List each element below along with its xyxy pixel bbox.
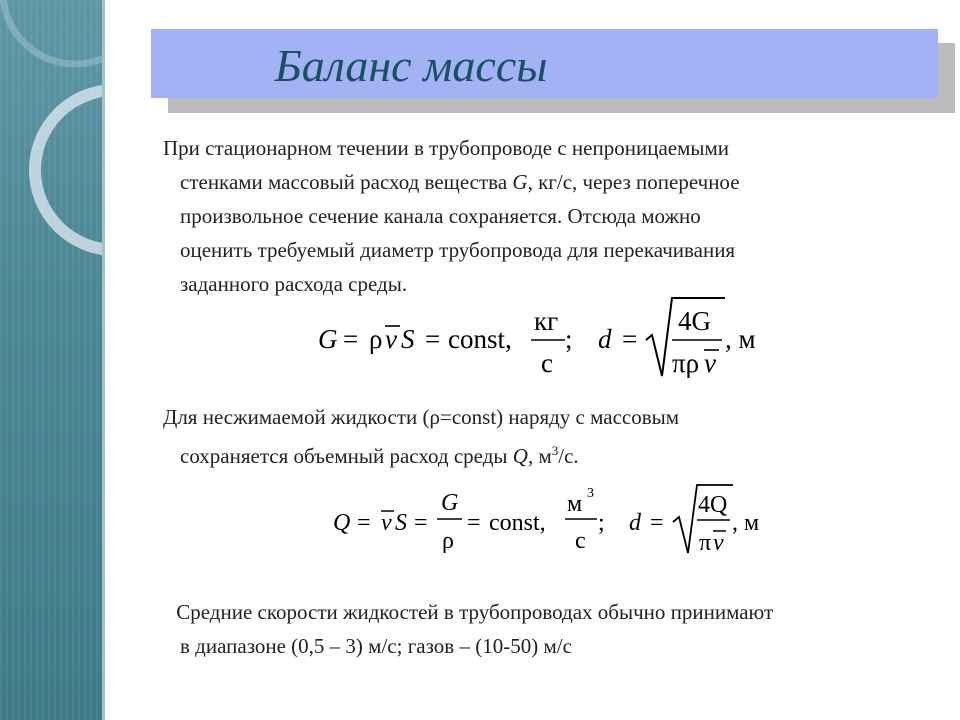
f1-s: S (401, 324, 415, 354)
decorative-sidebar (0, 0, 105, 720)
f2-eq4: = (650, 510, 664, 536)
f2-unit-tail: , м (732, 510, 760, 536)
f2-const: const, (489, 510, 546, 536)
f1-unit-num: кг (534, 306, 559, 336)
f1-root-den-v: v (704, 348, 716, 378)
f1-d: d (598, 324, 612, 354)
p1-line1: При стационарном течении в трубопроводе с непроницаемыми (163, 136, 730, 160)
f2-sqrt-sign (673, 485, 733, 553)
f1-g: G (318, 324, 338, 354)
p3-line2: в диапазоне (0,5 – 3) м/с; газов – (10-50) м/с (180, 634, 572, 658)
f1-rho: ρ (369, 324, 383, 354)
p2-line2-a: сохраняется объемный расход среды (180, 444, 513, 468)
paragraph-mass-balance (163, 131, 923, 301)
f2-d: d (629, 510, 641, 536)
paragraph-incompressible (163, 400, 923, 473)
p2-sup-3: 3 (551, 443, 559, 458)
p1-line2-b: , кг/с, через поперечное (527, 170, 740, 194)
f2-q: Q (333, 510, 351, 536)
p1-line3: произвольное сечение канала сохраняется. Отсюда можно (180, 204, 701, 228)
f2-frac-den: ρ (442, 528, 454, 554)
p3-line1: Средние скорости жидкостей в трубопроводах обычно принимают (171, 600, 774, 624)
f2-unit-den: с (575, 528, 586, 554)
p1-var-g: G (512, 170, 528, 194)
f2-unit-sup: 3 (587, 486, 594, 501)
p2-line2-c: /с. (558, 444, 579, 468)
f2-eq3: = (467, 510, 481, 536)
slide-title: Баланс массы (274, 40, 548, 91)
p2-line2 (163, 434, 923, 473)
ring-large (35, 90, 105, 250)
sidebar-rings (0, 0, 105, 720)
f2-root-den-v: v (713, 530, 724, 556)
p1-line2 (163, 165, 923, 199)
ring-top (3, 0, 105, 64)
p2-line2-b: , м (527, 444, 552, 468)
p1-line2-a: стенками массовый расход вещества (180, 170, 513, 194)
f1-semi: ; (565, 324, 573, 354)
f1-root-num: 4G (678, 306, 711, 336)
f1-unit-den: с (541, 348, 553, 378)
p1-line4: оценить требуемый диаметр трубопровода для перекачивания (180, 238, 736, 262)
f1-eq1: = (343, 324, 359, 354)
f1-sqrt-sign (646, 298, 725, 376)
f2-semi: ; (598, 510, 605, 536)
paragraph-velocities (171, 595, 941, 663)
f2-frac-num: G (441, 490, 459, 516)
f1-const: const, (448, 324, 512, 354)
f1-unit-tail: , м (725, 324, 756, 354)
sidebar-edge (102, 0, 105, 720)
f2-root-den-pi: π (699, 530, 712, 556)
f1-root-den-pi-rho: πρ (672, 348, 700, 378)
p1-line5: заданного расхода среды. (180, 272, 408, 296)
f2-eq2: = (414, 510, 428, 536)
f1-eq2: = (425, 324, 441, 354)
f2-unit-num: м (567, 491, 583, 517)
p2-var-q: Q (512, 444, 528, 468)
f2-eq1: = (357, 510, 371, 536)
p2-line1: Для несжимаемой жидкости (ρ=const) наряду с массовым (163, 405, 680, 429)
f2-root-num: 4Q (698, 492, 728, 518)
f1-eq3: = (622, 324, 638, 354)
f1-v: v (385, 324, 397, 354)
f2-s: S (395, 510, 407, 536)
f2-v: v (381, 510, 392, 536)
